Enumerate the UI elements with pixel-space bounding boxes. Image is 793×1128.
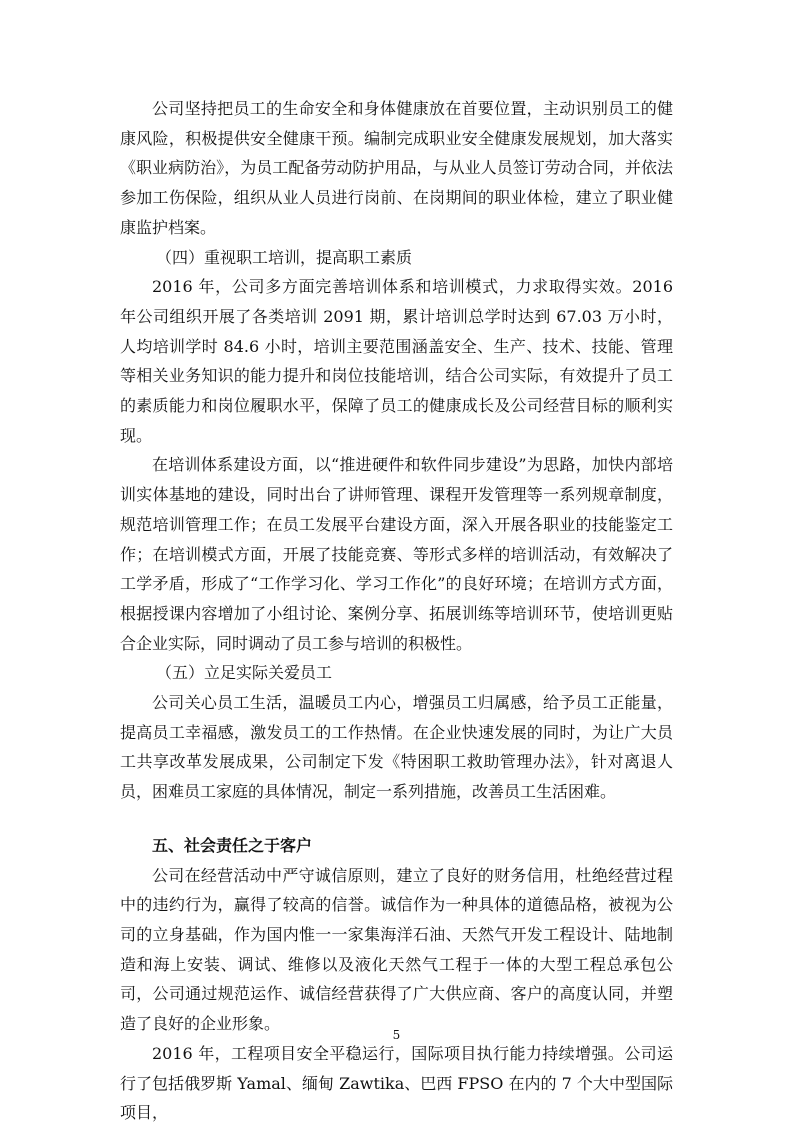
subheading-employee-care: （五）立足实际关爱员工 [156,663,333,683]
page-number: 5 [392,1028,401,1042]
paragraph-occupational-health: 公司坚持把员工的生命安全和身体健康放在首要位置，主动识别员工的健康风险，积极提供安全健康干预。编制完成职业安全健康发展规划，加大落实《职业病防治》，为员工配备劳动防护用品，与从业人员签订劳动合同，并依法参加工伤保险，组织从业人员进行岗前、在岗期间的职业体检，建立了职业健康监护档案。 [120,99,673,237]
subheading-training: （四）重视职工培训，提高职工素质 [156,247,413,267]
paragraph-employee-care: 公司关心员工生活，温暖员工内心，增强员工归属感，给予员工正能量，提高员工幸福感，激发员工的工作热情。在企业快速发展的同时，为让广大员工共享改革发展成果，公司制定下发《特困职工救助管理办法》，针对离退人员，困难员工家庭的具体情况，制定一系列措施，改善员工生活困难。 [120,693,673,802]
paragraph-training-system: 在培训体系建设方面，以“推进硬件和软件同步建设”为思路，加快内部培训实体基地的建设，同时出台了讲师管理、课程开发管理等一系列规章制度，规范培训管理工作；在员工发展平台建设方面，深入开展各职业的技能鉴定工作；在培训模式方面，开展了技能竞赛、等形式多样的培训活动，有效解决了工学矛盾，形成了“工作学习化、学习工作化”的良好环境；在培训方式方面，根据授课内容增加了小组讨论、案例分享、拓展训练等培训环节，使培训更贴合企业实际，同时调动了员工参与培训的积极性。 [120,455,673,653]
paragraph-integrity: 公司在经营活动中严守诚信原则，建立了良好的财务信用，杜绝经营过程中的违约行为，赢得了较高的信誉。诚信作为一种具体的道德品格，被视为公司的立身基础，作为国内惟一一家集海洋石油、天然气开发工程设计、陆地制造和海上安装、调试、维修以及液化天然气工程于一体的大型工程总承包公司，公司通过规范运作、诚信经营获得了广大供应商、客户的高度认同，并塑造了良好的企业形象。 [120,865,673,1034]
document-body [120,94,673,1128]
paragraph-projects: 2016 年，工程项目安全平稳运行，国际项目执行能力持续增强。公司运行了包括俄罗斯 Yamal、缅甸 Zawtika、巴西 FPSO 在内的 7 个大中型国际项目， [120,1043,673,1123]
section-heading-customers: 五、社会责任之于客户 [152,835,313,855]
paragraph-training-stats: 2016 年，公司多方面完善培训体系和培训模式，力求取得实效。2016 年公司组织开展了各类培训 2091 期，累计培训总学时达到 67.03 万小时，人均培训学时 84.6 小时，培训主要范围涵盖安全、生产、技术、技能、管理等相关业务知识的能力提升和岗位技能培训，结合公司实际，有效提升了员工的素质能力和岗位履职水平，保障了员工的健康成长及公司经营目标的顺利实现。 [120,277,673,445]
